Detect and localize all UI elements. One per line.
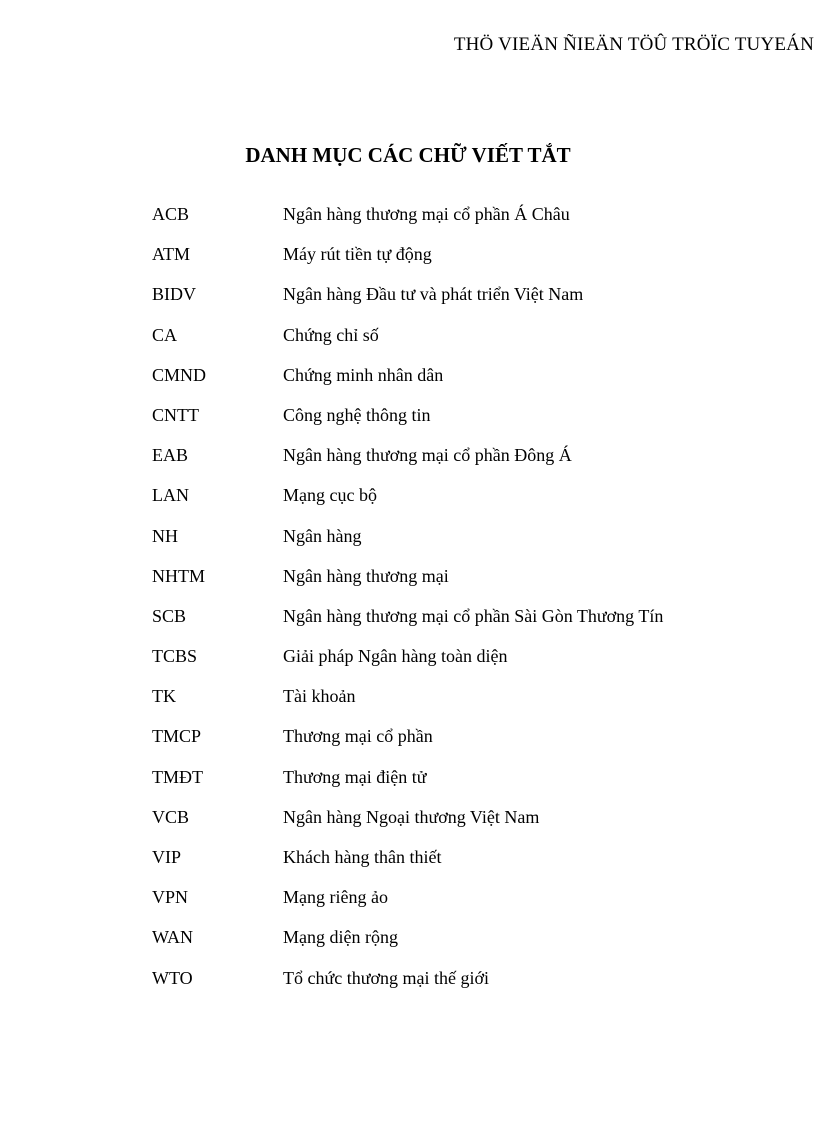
abbreviation-code: TK xyxy=(152,686,176,707)
abbreviation-meaning: Thương mại điện tử xyxy=(283,766,427,787)
abbreviation-meaning: Tổ chức thương mại thế giới xyxy=(283,967,490,988)
abbreviation-meaning: Ngân hàng Đầu tư và phát triển Việt Nam xyxy=(283,284,584,305)
list-item xyxy=(152,403,663,443)
abbreviation-code: EAB xyxy=(152,445,188,466)
abbreviation-code: TMCP xyxy=(152,726,202,747)
running-header: THÖ VIEÄN ÑIEÄN TÖÛ TRÖÏC TUYEÁN xyxy=(453,34,814,55)
abbreviation-code: CNTT xyxy=(152,404,199,425)
abbreviation-code: TMĐT xyxy=(152,766,203,787)
abbreviation-meaning: Ngân hàng thương mại cổ phần Sài Gòn Thương Tín xyxy=(283,605,664,626)
list-item xyxy=(152,443,663,483)
abbreviation-code: LAN xyxy=(152,485,189,506)
abbreviation-code: ACB xyxy=(152,204,190,224)
abbreviation-meaning: Ngân hàng xyxy=(283,525,362,546)
abbreviation-meaning: Mạng riêng ảo xyxy=(283,887,388,908)
abbreviation-meaning: Mạng cục bộ xyxy=(283,485,377,506)
abbreviation-code: VIP xyxy=(152,847,182,867)
list-item xyxy=(152,845,663,885)
abbreviation-meaning: Ngân hàng thương mại cổ phần Đông Á xyxy=(283,445,572,466)
list-item xyxy=(152,805,663,845)
abbreviation-meaning: Chứng chỉ số xyxy=(283,324,379,345)
abbreviation-meaning: Máy rút tiền tự động xyxy=(283,244,432,265)
list-item xyxy=(152,524,663,564)
list-item xyxy=(152,644,663,684)
abbreviation-code: VPN xyxy=(152,887,189,908)
abbreviation-code: NHTM xyxy=(152,565,205,586)
abbreviation-meaning: Tài khoản xyxy=(283,686,356,707)
list-item xyxy=(152,483,663,523)
page-title: DANH MỤC CÁC CHỮ VIẾT TẮT xyxy=(245,143,571,167)
abbreviation-code: SCB xyxy=(152,605,187,626)
list-item xyxy=(152,966,663,1006)
list-item xyxy=(152,885,663,925)
abbreviation-code: NH xyxy=(152,525,178,546)
abbreviation-meaning: Mạng diện rộng xyxy=(283,927,398,948)
list-item xyxy=(152,765,663,805)
abbreviation-code: BIDV xyxy=(152,284,196,305)
list-item xyxy=(152,724,663,764)
abbreviation-code: WTO xyxy=(152,967,193,988)
abbreviation-code: VCB xyxy=(152,806,190,827)
abbreviation-code: CA xyxy=(152,324,178,345)
abbreviation-meaning: Khách hàng thân thiết xyxy=(283,847,442,867)
abbreviation-meaning: Ngân hàng Ngoại thương Việt Nam xyxy=(283,806,540,827)
list-item xyxy=(152,202,663,242)
abbreviation-meaning: Giải pháp Ngân hàng toàn diện xyxy=(283,646,508,667)
list-item xyxy=(152,564,663,604)
abbreviation-code: TCBS xyxy=(152,646,198,667)
abbreviation-code: ATM xyxy=(152,244,191,265)
list-item xyxy=(152,363,663,403)
abbreviation-meaning: Thương mại cổ phần xyxy=(283,726,433,747)
abbreviation-code: WAN xyxy=(152,927,193,948)
list-item xyxy=(152,684,663,724)
abbreviation-meaning: Chứng minh nhân dân xyxy=(283,364,444,385)
list-item xyxy=(152,282,663,322)
abbreviation-meaning: Ngân hàng thương mại xyxy=(283,565,449,586)
abbreviation-code: CMND xyxy=(152,364,207,385)
list-item xyxy=(152,323,663,363)
abbreviation-meaning: Công nghệ thông tin xyxy=(283,404,431,425)
list-item xyxy=(152,925,663,965)
list-item xyxy=(152,242,663,282)
abbreviation-meaning: Ngân hàng thương mại cổ phần Á Châu xyxy=(283,204,570,224)
abbreviation-list xyxy=(152,202,663,1006)
list-item xyxy=(152,604,663,644)
